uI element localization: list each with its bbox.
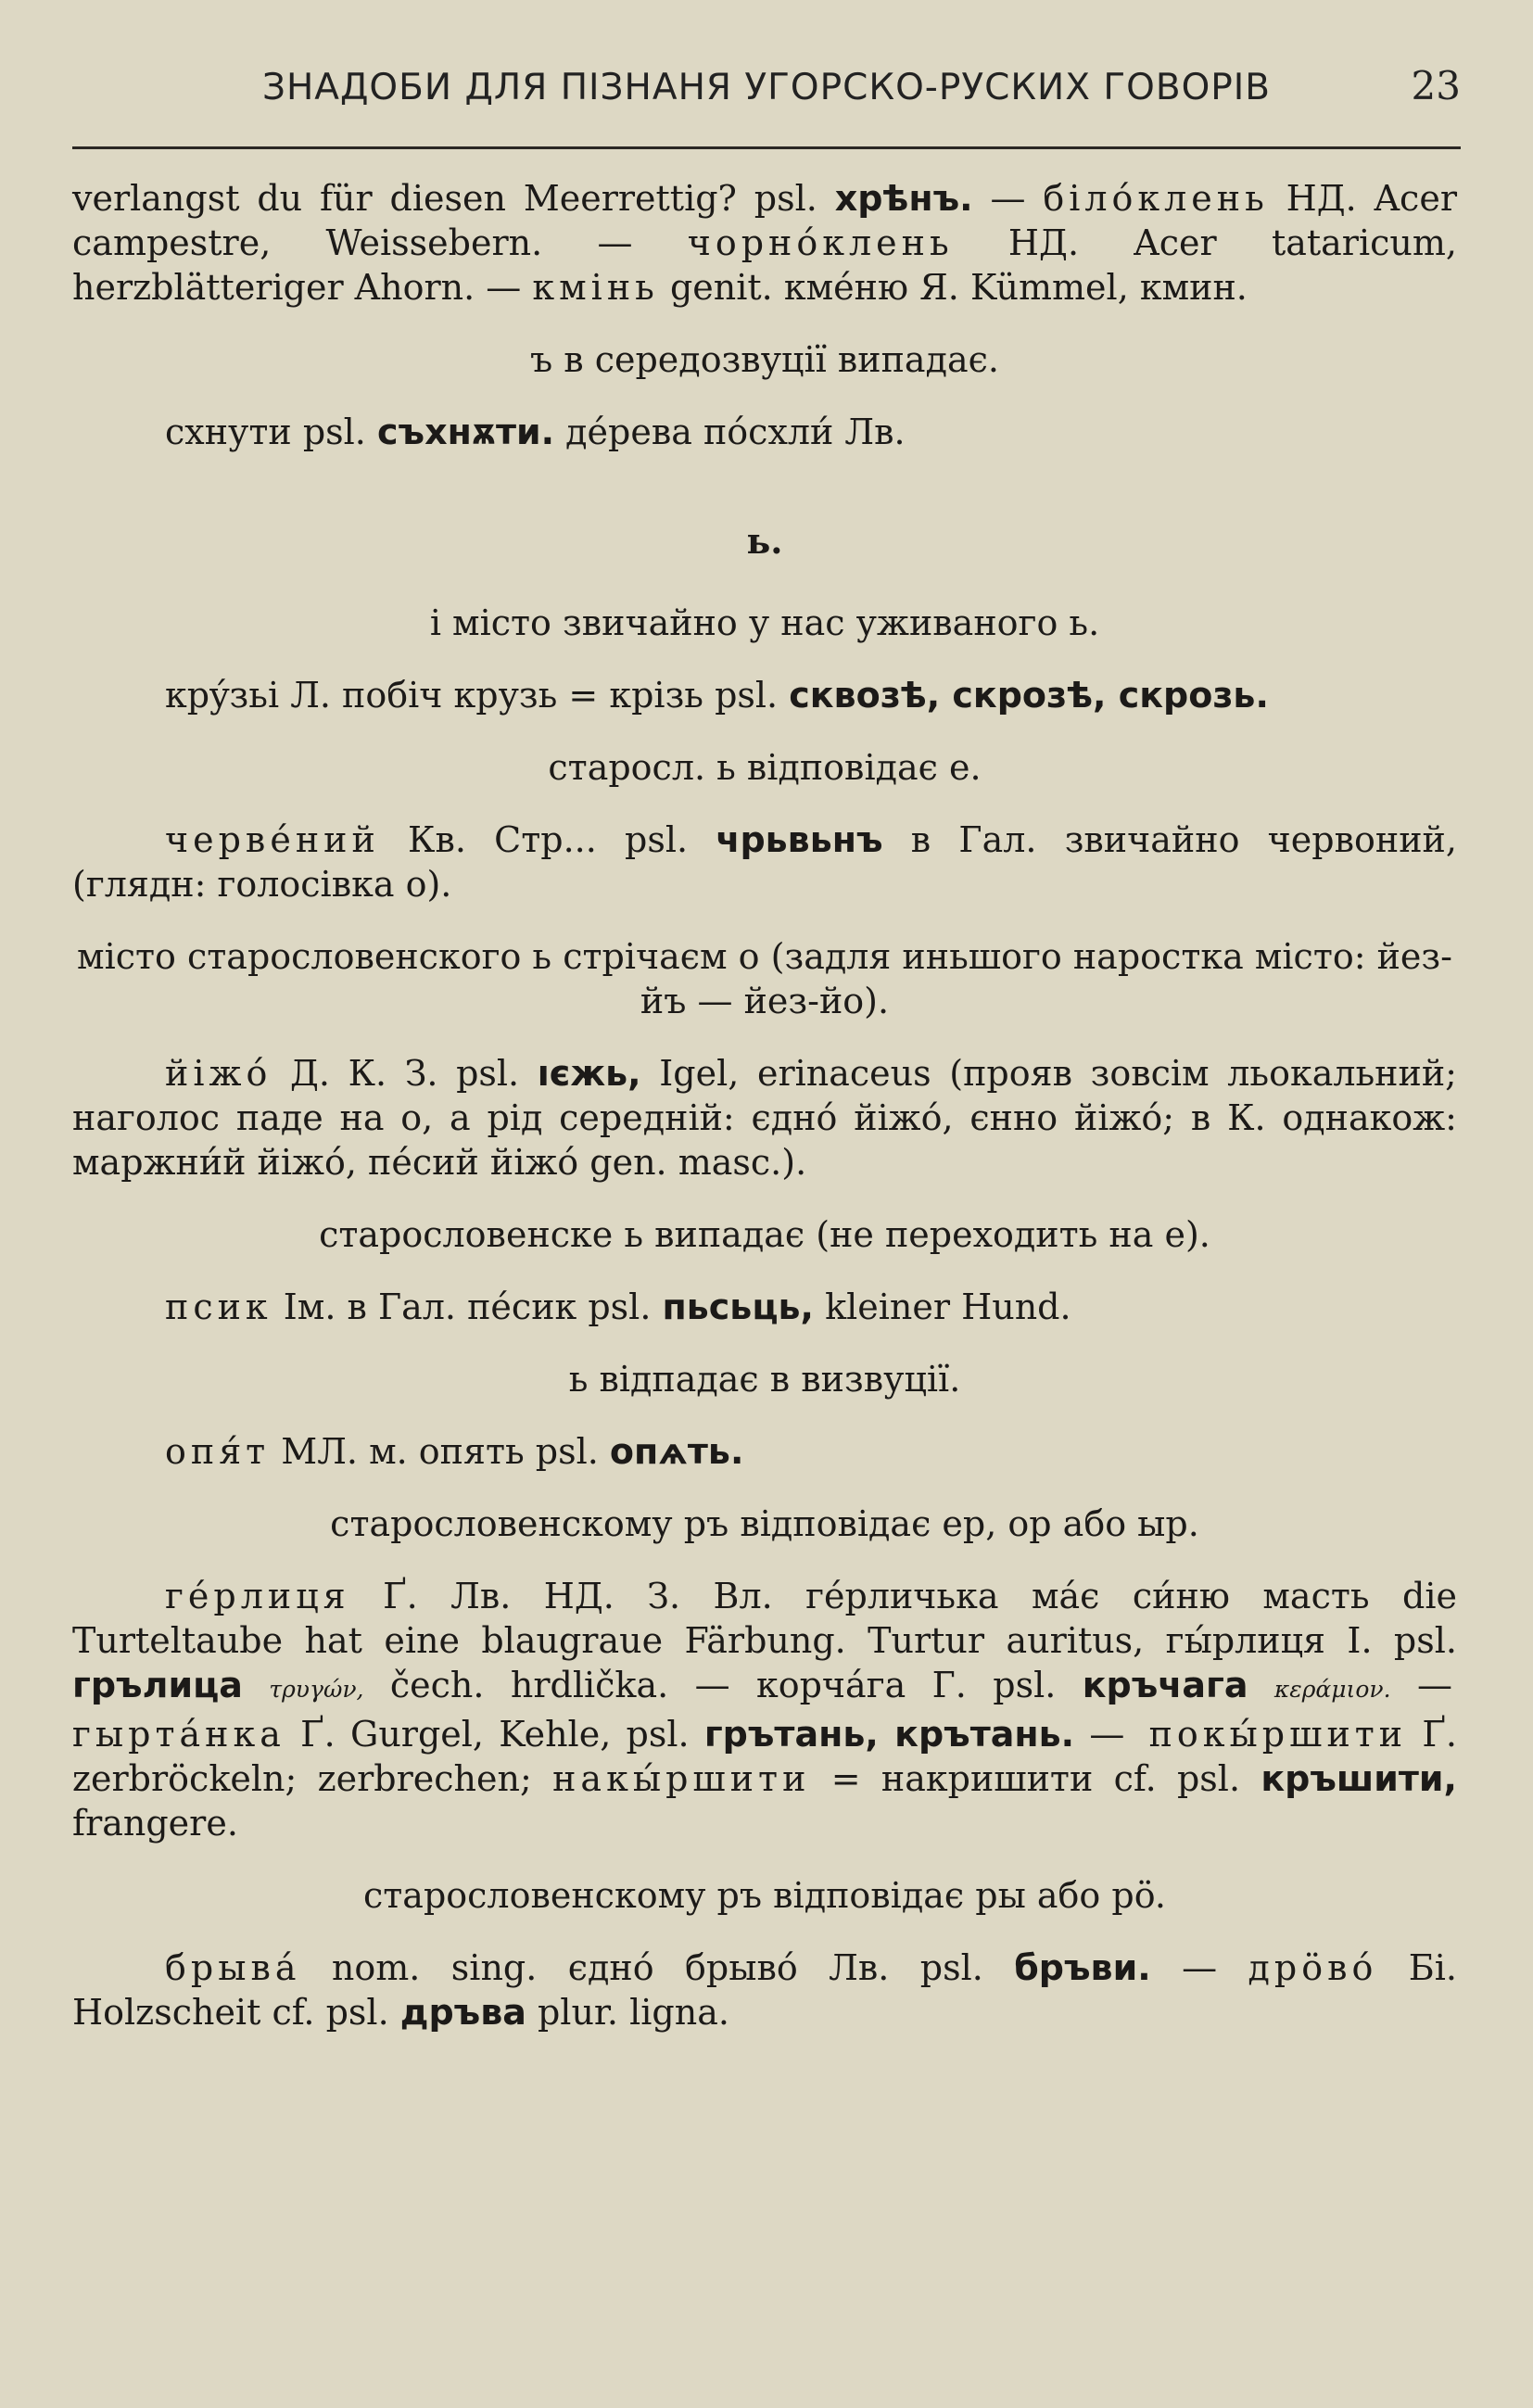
headword: кмінь xyxy=(532,267,659,308)
page-number: 23 xyxy=(1411,63,1461,108)
church-slavonic-word: хрѣнъ. xyxy=(834,178,973,219)
text-run: kleiner Hund. xyxy=(825,1286,1071,1327)
text-run: схнути psl. xyxy=(165,412,366,452)
text-run: — xyxy=(1182,1947,1218,1988)
section-heading-yer: ъ в середозвуції випадає. xyxy=(529,339,999,380)
headword: опя́т xyxy=(165,1431,271,1472)
headword: брывá xyxy=(165,1947,301,1988)
headword: гéрлиця xyxy=(165,1576,350,1616)
text-run: = накришити cf. psl. xyxy=(830,1758,1241,1799)
headword: дрöвó xyxy=(1248,1947,1378,1988)
church-slavonic-word: опѧть. xyxy=(609,1431,744,1472)
greek-word: κεράμιον. xyxy=(1273,1676,1391,1703)
headword: псик xyxy=(165,1286,272,1327)
headword: йіжó xyxy=(165,1053,272,1094)
text-body xyxy=(72,176,1457,2062)
text-run: НД. Acer campestre, Weissebern. — xyxy=(72,178,1457,263)
greek-word: τρυγών, xyxy=(269,1676,364,1703)
text-run: genit. кмéню Я. Kümmel, кмин. xyxy=(669,267,1248,308)
church-slavonic-word: ıєжь, xyxy=(537,1053,641,1094)
paragraph-kruz xyxy=(72,673,1457,717)
section-heading-e: старосл. ь відповідає е. xyxy=(548,747,982,788)
paragraph-psyk xyxy=(72,1285,1457,1329)
headword: чорнóклень xyxy=(687,222,954,263)
text-run: Ім. в Гал. пéсик psl. xyxy=(283,1286,652,1327)
text-run: Ґ. Лв. НД. З. Вл. гéрличька мáє си́ню масть die Turteltaube hat eine blaugraue Färbung. Turtur auritus, гы́рлиця І. psl. xyxy=(72,1576,1457,1661)
running-title: ЗНАДОБИ ДЛЯ ПІЗНАНЯ УГОРСКО-РУСКИХ ГОВОРІВ xyxy=(261,67,1272,108)
text-run: čech. hrdlička. — корчáга Г. psl. xyxy=(389,1665,1057,1705)
text-run: nom. sing. єднó брывó Лв. psl. xyxy=(331,1947,983,1988)
section-heading-o: місто старословенского ь стрічаєм о (задля иньшого наростка місто: йез-йъ — йез-йо). xyxy=(77,936,1452,1021)
section-heading-i: і місто звичайно у нас уживаного ь. xyxy=(429,602,1100,643)
text-run: Igel, erinaceus (прояв зовсім льокальний; наголос паде на о, а рід середній: єдно́ йіжо́, єнно йіжо́; в К. однакож: маржни́й йіжó, пéсий йіжó gen. masc.). xyxy=(72,1053,1457,1183)
text-run: Бі. Holzscheit cf. psl. xyxy=(72,1947,1457,2033)
section-heading-final-drop: ь відпадає в визвуції. xyxy=(568,1359,961,1400)
headword: накы́ршити xyxy=(552,1758,811,1799)
section-heading-drop: старословенске ь випадає (не переходить на е). xyxy=(319,1214,1210,1255)
text-run: НД. Acer tataricum, herzblätteriger Ahorn. — xyxy=(72,222,1457,308)
text-run: Ґ. Gurgel, Kehle, psl. xyxy=(300,1714,690,1755)
headword: червéний xyxy=(165,819,380,860)
church-slavonic-word: чрьвьнъ xyxy=(716,819,883,860)
church-slavonic-word: сквозѣ, скрозѣ, скрозь. xyxy=(789,675,1269,716)
church-slavonic-word: дръва xyxy=(399,1992,526,2033)
text-run: дéрева пóсхли́ Лв. xyxy=(565,412,906,452)
section-heading-er: старословенскому ръ відповідає ер, ор або ыр. xyxy=(330,1503,1199,1544)
running-header xyxy=(72,57,1461,149)
paragraph-opyat xyxy=(72,1429,1457,1474)
paragraph-cherveny xyxy=(72,817,1457,906)
church-slavonic-word: грътань, крътань. xyxy=(703,1714,1075,1755)
text-run: verlangst du für diesen Meerrettig? psl. xyxy=(72,178,817,219)
church-slavonic-word: бръви. xyxy=(1014,1947,1151,1988)
church-slavonic-word: съхнѫти. xyxy=(376,412,555,452)
paragraph-herlytsia xyxy=(72,1574,1457,1845)
text-run: в Гал. звичайно червоний, (глядн: голосівка о). xyxy=(72,819,1457,905)
text-run: Кв. Стр... psl. xyxy=(408,819,689,860)
text-run: — xyxy=(990,178,1026,219)
headword: — гыртáнка xyxy=(72,1665,1457,1755)
paragraph-skhnuty xyxy=(72,410,1457,454)
paragraph-meerrettig xyxy=(72,176,1457,310)
headword: білóклень xyxy=(1043,178,1269,219)
text-run: Д. К. З. psl. xyxy=(289,1053,520,1094)
text-run: Ґ. zerbröckeln; zerbrechen; xyxy=(72,1714,1457,1799)
church-slavonic-word: кръшити, xyxy=(1261,1758,1457,1799)
headword: — покы́ршити xyxy=(1089,1714,1408,1755)
section-heading-soft-sign: ь. xyxy=(746,520,783,562)
text-run: МЛ. м. опять psl. xyxy=(281,1431,599,1472)
church-slavonic-word: пьсьць, xyxy=(662,1286,814,1327)
text-run: frangere. xyxy=(72,1803,238,1844)
paragraph-bryva xyxy=(72,1945,1457,2034)
text-run: крýзьі Л. побіч крузь = крізь psl. xyxy=(165,675,779,716)
church-slavonic-word: кръчага xyxy=(1082,1665,1248,1705)
text-run: plur. ligna. xyxy=(537,1992,729,2033)
paragraph-yizho xyxy=(72,1051,1457,1185)
church-slavonic-word: грълица xyxy=(72,1665,243,1705)
section-heading-ry: старословенскому ръ відповідає ры або рö. xyxy=(362,1875,1167,1916)
